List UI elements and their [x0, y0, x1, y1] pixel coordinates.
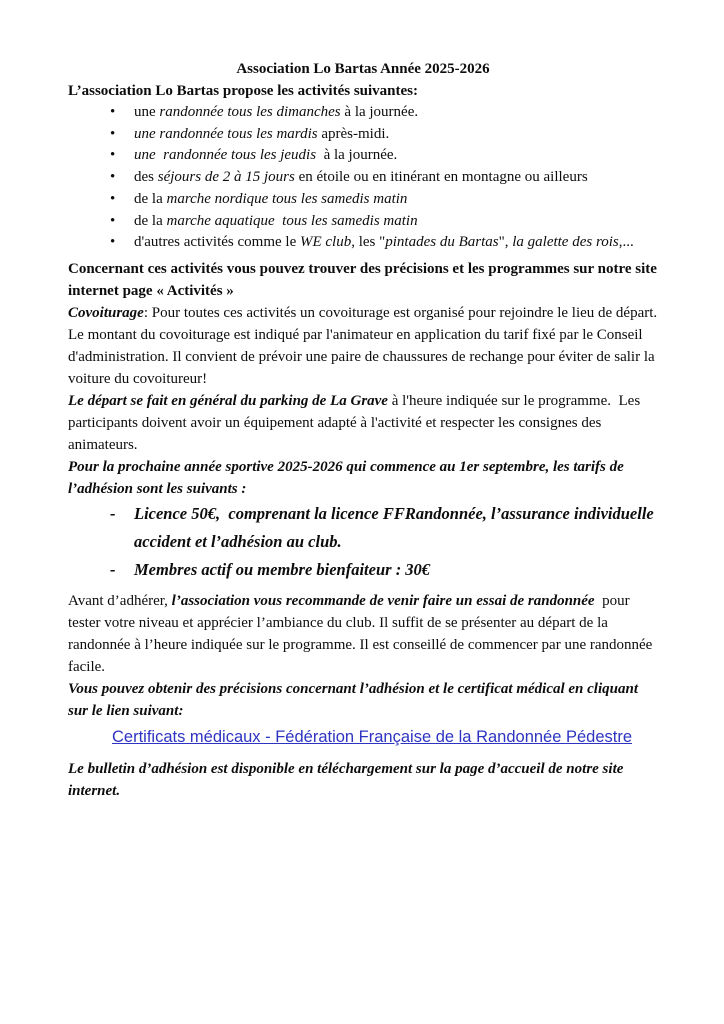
activities-list: [68, 102, 658, 254]
text-run: pour tester votre niveau et apprécier l’ambiance du club. Il suffit de se présenter au départ de la randonnée à l’heure indiquée sur le programme. Il est conseillé de commencer par une randonnée facile.: [68, 592, 657, 675]
list-item-text: Membres actif ou membre bienfaiteur : 30€: [134, 559, 431, 579]
dash-glyph: -: [110, 503, 116, 523]
tarifs-heading: Pour la prochaine année sportive 2025-2026 qui commence au 1er septembre, les tarifs de l’adhésion sont les suivants :: [68, 458, 628, 497]
list-item-text: [134, 189, 658, 211]
list-item-text: [134, 211, 658, 233]
text-run: marche nordique tous les samedis matin: [166, 190, 408, 207]
text-run: Covoiturage: [68, 304, 144, 321]
depart-paragraph: [68, 390, 658, 456]
text-run: une randonnée tous les jeudis: [134, 147, 317, 164]
text-run: de la: [134, 190, 167, 207]
bullet-glyph: •: [110, 212, 116, 229]
bullet-glyph: •: [110, 190, 116, 207]
list-item: [68, 102, 658, 124]
section-heading-precisions: Concernant ces activités vous pouvez trouver des précisions et les programmes sur notre site internet page « Activités »: [68, 260, 661, 299]
text-run: séjours de 2 à 15 jours: [157, 169, 295, 186]
text-run: WE club: [299, 234, 352, 251]
tarifs-list: [68, 500, 658, 584]
bulletin-paragraph: Le bulletin d’adhésion est disponible en téléchargement sur la page d’accueil de notre site internet.: [68, 760, 628, 799]
bullet-glyph: •: [110, 234, 116, 251]
text-run: après-midi.: [317, 125, 390, 142]
text-run: pintades du Bartas: [385, 234, 499, 251]
text-run: ",: [498, 234, 513, 251]
list-item: [68, 124, 658, 146]
text-run: à la journée.: [340, 104, 419, 120]
text-run: la galette des rois: [512, 234, 619, 251]
list-item: [68, 500, 658, 556]
list-item: [68, 145, 658, 167]
dash-glyph: -: [110, 559, 116, 579]
list-item: [68, 556, 658, 584]
text-run: marche aquatique tous les samedis matin: [166, 212, 418, 229]
text-run: Avant d’adhérer,: [68, 592, 172, 609]
text-run: Le départ se fait en général du parking de La Grave: [68, 392, 388, 409]
list-item-text: Licence 50€, comprenant la licence FFRandonnée, l’assurance individuelle accident et l’adhésion au club.: [134, 503, 658, 551]
adhesion-heading: Vous pouvez obtenir des précisions concernant l’adhésion et le certificat médical en cliquant sur le lien suivant:: [68, 680, 642, 719]
text-run: en étoile ou en itinérant en montagne ou ailleurs: [294, 169, 588, 186]
list-item: [68, 189, 658, 211]
bullet-glyph: •: [110, 104, 116, 120]
text-run: : Pour toutes ces activités un covoiturage est organisé pour rejoindre le lieu de départ. Le montant du covoiturage est indiqué par l'animateur en application du tarif fixé par le Conseil d'administration. Il convient de prévoir une paire de chaussures de rechange pour éviter de salir la voiture du covoitureur!: [68, 304, 661, 387]
text-run: une: [134, 104, 160, 120]
bullet-glyph: •: [110, 169, 116, 186]
list-item-text: [134, 124, 658, 146]
list-item: [68, 232, 658, 254]
text-run: ,...: [618, 234, 634, 251]
link-block: [112, 722, 658, 752]
list-item: [68, 167, 658, 189]
bullet-glyph: •: [110, 125, 116, 142]
text-run: à la journée.: [316, 147, 398, 164]
list-item-text: [134, 102, 658, 124]
text-run: l’association vous recommande de venir faire un essai de randonnée: [171, 592, 595, 609]
list-item-text: [134, 232, 658, 254]
covoiturage-paragraph: [68, 302, 661, 390]
text-run: à l'heure indiquée sur le programme. Les participants doivent avoir un équipement adapté à l'activité et respecter les consignes des animateurs.: [68, 392, 644, 453]
intro-heading: L’association Lo Bartas propose les activités suivantes:: [68, 83, 419, 99]
text-run: d'autres activités comme le: [134, 234, 300, 251]
list-item: [68, 211, 658, 233]
bullet-glyph: •: [110, 147, 116, 164]
list-item-text: [134, 167, 658, 189]
list-item-text: [134, 145, 658, 167]
essai-paragraph: [68, 590, 658, 678]
text-run: , les ": [351, 234, 386, 251]
document-title: Association Lo Bartas Année 2025-2026: [236, 61, 490, 77]
text-run: des: [134, 169, 158, 186]
text-run: randonnée tous les dimanches: [159, 104, 341, 120]
text-run: une randonnée tous les mardis: [134, 125, 318, 142]
medical-certificates-link[interactable]: Certificats médicaux - Fédération Française de la Randonnée Pédestre: [112, 727, 633, 746]
text-run: de la: [134, 212, 167, 229]
